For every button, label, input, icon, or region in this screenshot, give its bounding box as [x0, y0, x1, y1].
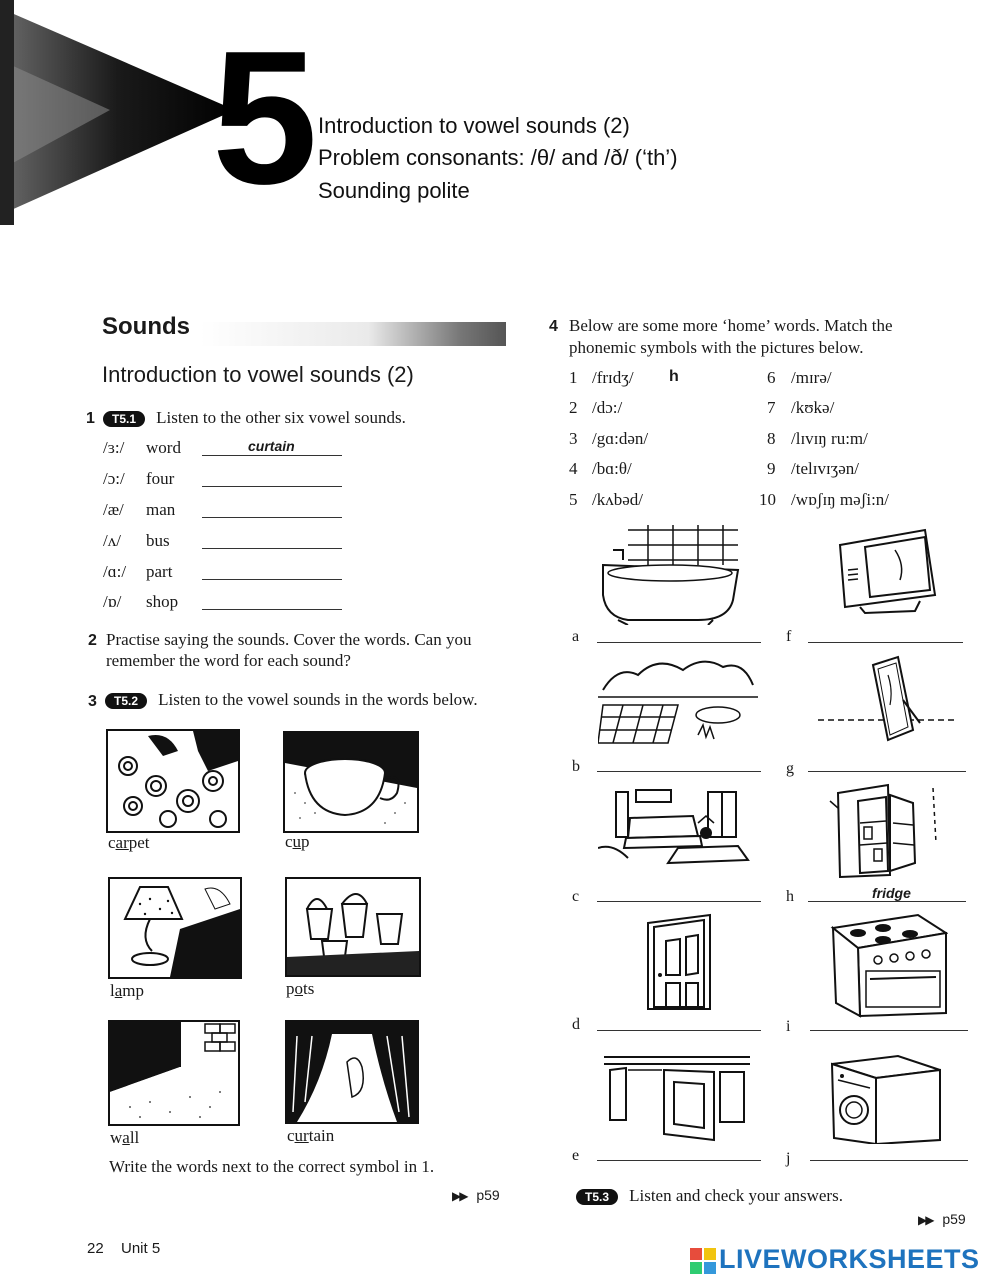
ipa-word-8: /lɪvɪŋ ru:m/ — [791, 429, 868, 448]
ipa-num-7: 7 — [767, 398, 776, 417]
wall-picture — [108, 1020, 240, 1126]
ex3-header — [105, 690, 478, 710]
picture-letter-e: e — [572, 1147, 580, 1164]
picture-letter-a: a — [572, 628, 580, 645]
cooker-picture — [828, 913, 948, 1018]
header-line-3: Sounding polite — [318, 178, 470, 203]
picture-answer-field-d[interactable] — [597, 1030, 761, 1031]
ex1-word-6: shop — [146, 592, 179, 611]
page-number: 22 — [87, 1240, 104, 1257]
caption-cup: cup — [285, 832, 310, 851]
track-badge-t5-1[interactable]: T5.1 — [103, 411, 145, 427]
section-title-bar — [200, 322, 506, 346]
ex1-word-5: part — [146, 562, 173, 581]
picture-letter-i: i — [786, 1018, 791, 1035]
ipa-word-1: /frɪdʒ/ — [592, 368, 634, 387]
television-picture — [830, 525, 940, 615]
ipa-word-4: /bɑ:θ/ — [592, 459, 632, 478]
ex1-symbol-3: /æ/ — [103, 500, 124, 519]
brand-name[interactable]: LIVEWORKSHEETS — [719, 1244, 980, 1274]
ex4-footer-text: Listen and check your answers. — [629, 1186, 843, 1205]
ex4-footer — [576, 1186, 843, 1206]
ipa-word-10: /wɒʃɪŋ məʃi:n/ — [791, 490, 890, 509]
ex1-symbol-5: /ɑ:/ — [103, 562, 127, 581]
ipa-word-5: /kʌbəd/ — [592, 490, 643, 509]
ex1-answer-field-5[interactable] — [202, 579, 342, 580]
track-badge-t5-2[interactable]: T5.2 — [105, 693, 147, 709]
living-room-picture — [598, 788, 758, 873]
fridge-picture — [828, 783, 943, 878]
ex2-number: 2 — [88, 632, 97, 649]
ipa-answer-1[interactable]: h — [669, 368, 679, 385]
ex1-symbol-4: /ʌ/ — [103, 531, 121, 550]
ipa-num-2: 2 — [569, 398, 578, 417]
picture-letter-h: h — [786, 888, 794, 905]
picture-answer-field-c[interactable] — [597, 901, 761, 902]
cup-picture — [283, 731, 419, 833]
caption-lamp: lamp — [110, 981, 145, 1000]
ipa-num-9: 9 — [767, 459, 776, 478]
ex4-number: 4 — [549, 318, 558, 335]
ex1-word-4: bus — [146, 531, 170, 550]
ex1-answer-field-2[interactable] — [202, 486, 342, 487]
ipa-num-10: 10 — [759, 490, 776, 509]
ipa-num-4: 4 — [569, 459, 578, 478]
ipa-num-3: 3 — [569, 429, 578, 448]
ex1-answer-field-1[interactable] — [202, 455, 342, 456]
picture-answer-h: fridge — [872, 885, 911, 901]
fast-forward-icon: ▶▶ — [452, 1189, 467, 1203]
picture-letter-c: c — [572, 888, 580, 905]
ex3-page-ref[interactable]: ▶▶ p59 — [452, 1187, 500, 1203]
unit-number: 5 — [212, 12, 312, 224]
picture-answer-field-a[interactable] — [597, 642, 761, 643]
door-picture — [640, 913, 716, 1011]
caption-curtain: curtain — [287, 1126, 335, 1145]
picture-answer-field-h[interactable] — [808, 901, 966, 902]
ex1-number: 1 — [86, 410, 95, 427]
section-title: Sounds — [102, 313, 190, 340]
ex1-answer-field-3[interactable] — [202, 517, 342, 518]
ipa-num-8: 8 — [767, 429, 776, 448]
picture-letter-f: f — [786, 628, 792, 645]
picture-letter-j: j — [786, 1150, 791, 1167]
picture-letter-b: b — [572, 758, 580, 775]
ipa-word-9: /telɪvɪʒən/ — [791, 459, 859, 478]
ipa-num-1: 1 — [569, 368, 578, 387]
garden-picture — [598, 655, 758, 745]
caption-wall: wall — [110, 1128, 140, 1147]
picture-answer-field-f[interactable] — [808, 642, 963, 643]
picture-answer-field-j[interactable] — [810, 1160, 968, 1161]
washing-machine-picture — [828, 1052, 946, 1144]
ex2-line-2: remember the word for each sound? — [106, 651, 351, 670]
ex1-symbol-2: /ɔ:/ — [103, 469, 125, 488]
ex1-word-2: four — [146, 469, 175, 488]
header-line-1: Introduction to vowel sounds (2) — [318, 113, 630, 138]
cupboard-picture — [604, 1052, 750, 1142]
ex1-answer-1: curtain — [248, 438, 295, 454]
ex2-line-1: Practise saying the sounds. Cover the words. Can you — [106, 630, 472, 649]
picture-answer-field-g[interactable] — [808, 771, 966, 772]
picture-answer-field-e[interactable] — [597, 1160, 761, 1161]
ex1-instruction: Listen to the other six vowel sounds. — [156, 408, 406, 427]
ipa-num-5: 5 — [569, 490, 578, 509]
ex4-line-2: phonemic symbols with the pictures below. — [569, 338, 864, 357]
mirror-picture — [818, 655, 958, 745]
ex1-word-1: word — [146, 438, 181, 457]
picture-answer-field-b[interactable] — [597, 771, 761, 772]
ex3-instruction: Listen to the vowel sounds in the words below. — [158, 690, 478, 709]
ex1-header — [103, 408, 406, 428]
curtain-picture — [285, 1020, 419, 1124]
ex1-answer-field-6[interactable] — [202, 609, 342, 610]
subtitle: Introduction to vowel sounds (2) — [102, 362, 414, 387]
ipa-word-3: /gɑ:dən/ — [592, 429, 649, 448]
ex4-line-1: Below are some more ‘home’ words. Match the — [569, 316, 893, 335]
brand-logo-icon — [690, 1248, 716, 1274]
picture-letter-g: g — [786, 760, 794, 777]
ex1-answer-field-4[interactable] — [202, 548, 342, 549]
ex1-symbol-6: /ɒ/ — [103, 592, 122, 611]
caption-carpet: carpet — [108, 833, 150, 852]
fast-forward-icon: ▶▶ — [918, 1213, 933, 1227]
picture-letter-d: d — [572, 1016, 580, 1033]
ex1-word-3: man — [146, 500, 176, 519]
lamp-picture — [108, 877, 242, 979]
carpet-picture — [106, 729, 240, 833]
bath-picture — [598, 525, 748, 625]
ipa-word-7: /kʊkə/ — [791, 398, 835, 417]
ipa-num-6: 6 — [767, 368, 776, 387]
pots-picture — [285, 877, 421, 977]
ipa-word-2: /dɔ:/ — [592, 398, 623, 417]
header-line-2: Problem consonants: /θ/ and /ð/ (‘th’) — [318, 145, 678, 170]
ipa-word-6: /mɪrə/ — [791, 368, 832, 387]
unit-label: Unit 5 — [121, 1240, 161, 1257]
ex4-page-ref[interactable]: ▶▶ p59 — [918, 1211, 966, 1227]
caption-pots: pots — [286, 979, 315, 998]
picture-answer-field-i[interactable] — [810, 1030, 968, 1031]
ex1-symbol-1: /ɜ:/ — [103, 438, 125, 457]
ex3-number: 3 — [88, 693, 97, 710]
track-badge-t5-3[interactable]: T5.3 — [576, 1189, 618, 1205]
ex3-footer: Write the words next to the correct symbol in 1. — [109, 1157, 435, 1176]
